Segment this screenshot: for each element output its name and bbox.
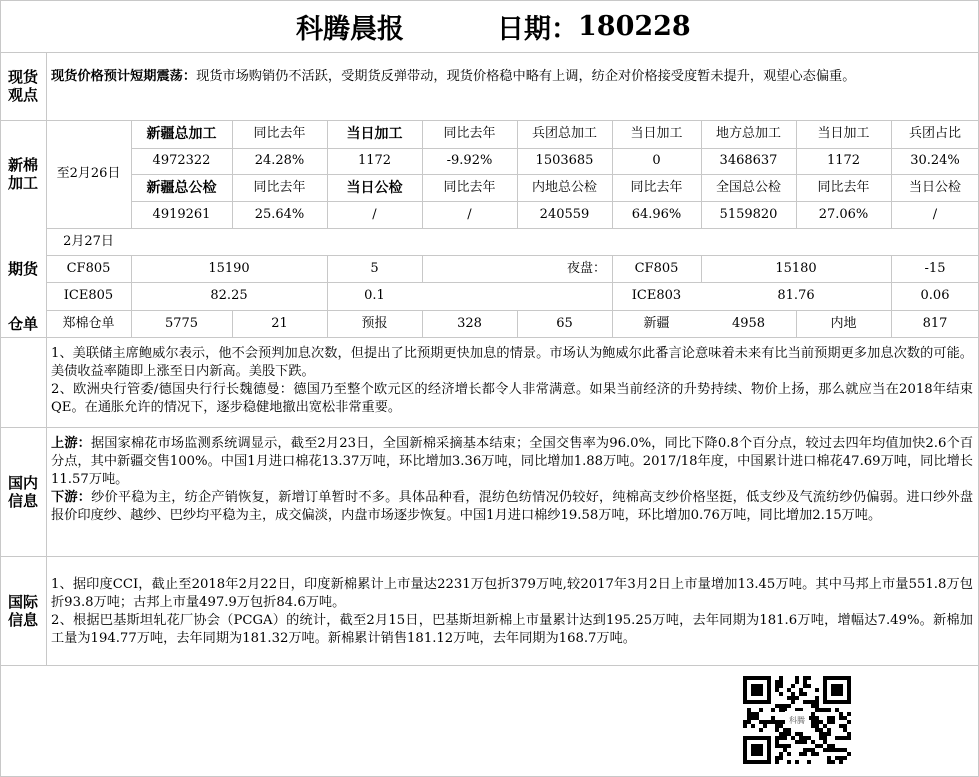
- upstream-text: 据国家棉花市场监测系统调显示，截至2月23日，全国新棉采摘基本结束；全国交售率为96.0%，同比下降0.8个百分点，较过去四年均值加快2.6个百分点，其中新疆交售100%。中国1月进口棉花13.37万吨，环比增加3.36万吨，同比增加1.88万吨。2017/18年度，中国累计进口棉花47.69万吨，同比增长11.57万吨。: [51, 436, 974, 487]
- spot-text: 现货市场购销仍不活跃，受期货反弹带动，现货价格稳中略有上调，纺企对价格接受度暂未提升，观望心态偏重。: [196, 69, 856, 84]
- inland-value: 817: [922, 315, 948, 331]
- cotton-header-cell: 当日加工: [346, 126, 403, 142]
- cotton-header-cell: 内地总公检: [531, 179, 597, 195]
- night-price: 81.76: [777, 288, 815, 303]
- cotton-value-cell: 4919261: [152, 206, 211, 222]
- futures-change: 5: [370, 260, 379, 276]
- futures-date: 2月27日: [63, 233, 114, 249]
- forecast-label: 预报: [361, 315, 388, 331]
- cotton-value-cell: 1503685: [535, 153, 594, 168]
- cotton-value-cell: 30.24%: [910, 153, 960, 168]
- cotton-value-cell: 1172: [357, 153, 392, 168]
- cotton-value-cell: 64.96%: [631, 206, 682, 222]
- cotton-value-cell: 24.28%: [254, 153, 305, 168]
- inland-label: 内地: [830, 315, 857, 331]
- futures-price: 15190: [208, 260, 250, 276]
- macro-news: [51, 345, 973, 417]
- domestic-news: [51, 435, 973, 525]
- cotton-header-cell: 同比去年: [253, 126, 306, 141]
- night-change: -15: [924, 260, 946, 276]
- cotton-header-cell: 同比去年: [443, 126, 496, 141]
- international-news: [51, 576, 973, 648]
- xinjiang-value: 4958: [731, 315, 766, 331]
- date-value: 180228: [578, 10, 691, 42]
- report-title: 科腾晨报: [296, 13, 404, 45]
- cotton-header-cell: 同比去年: [443, 179, 496, 195]
- cotton-value-cell: 240559: [539, 206, 590, 222]
- cotton-value-cell: 27.06%: [818, 206, 869, 222]
- report-date: [497, 6, 691, 46]
- cotton-value-cell: 5159820: [719, 206, 778, 222]
- xinjiang-label: 新疆: [643, 315, 670, 331]
- cotton-value-cell: /: [467, 206, 472, 222]
- cotton-section-label: 新棉加工: [7, 156, 38, 192]
- downstream-item: [51, 489, 973, 525]
- cotton-header-cell: 新疆总加工: [146, 126, 217, 142]
- cotton-value-cell: 4972322: [152, 153, 211, 168]
- cotton-header-cell: 地方总加工: [715, 126, 781, 141]
- night-contract: ICE803: [631, 288, 682, 303]
- futures-section-label: 期货: [7, 260, 38, 278]
- spot-paragraph: [51, 68, 973, 86]
- cotton-header-cell: 兵团总加工: [531, 126, 597, 141]
- cotton-header-cell: 当日公检: [908, 179, 961, 195]
- cotton-header-cell: 当日加工: [630, 126, 683, 141]
- night-session-label: 夜盘：: [566, 260, 606, 276]
- night-price: 15180: [775, 260, 817, 276]
- qr-caption: 科腾: [789, 716, 805, 725]
- cotton-value-cell: /: [372, 206, 377, 222]
- cotton-header-cell: 当日公检: [346, 179, 403, 196]
- warehouse-value: 5775: [164, 315, 199, 331]
- night-change: 0.06: [920, 288, 950, 303]
- warehouse-section-label: 仓单: [7, 314, 38, 333]
- upstream-item: [51, 435, 973, 489]
- warehouse-change: 21: [271, 315, 288, 331]
- downstream-text: 纱价平稳为主，纺企产销恢复，新增订单暂时不多。具体品种看，混纺色纺情况仍较好，纯棉高支纱价格坚挺，低支纱及气流纺纱仍偏弱。进口纱外盘报价印度纱、越纱、巴纱均平稳为主，成交偏淡，内盘市场逐步恢复。中国1月进口棉纱19.58万吨，环比增加0.76万吨，同比增加2.15万吨。: [51, 490, 974, 523]
- international-section-label: 国际信息: [7, 592, 38, 629]
- futures-change: 0.1: [364, 288, 385, 303]
- futures-contract: CF805: [66, 260, 111, 276]
- macro-item: 2、欧洲央行管委/德国央行行长魏德曼：德国乃至整个欧元区的经济增长都令人非常满意。如果当前经济的升势持续、物价上扬，那么就应当在2018年结束QE。在通胀允许的情况下，逐步稳健地撤出宽松非常重要。: [51, 382, 973, 415]
- downstream-head: 下游：: [51, 490, 92, 505]
- macro-item: 1、美联储主席鲍威尔表示，他不会预判加息次数，但提出了比预期更快加息的情景。市场认为鲍威尔此番言论意味着未来有比当前预期更多加息次数的可能。美债收益率随即上涨至日内新高。美股下跌。: [51, 346, 973, 379]
- cotton-header-cell: 当日加工: [817, 126, 870, 141]
- forecast-change: 65: [556, 315, 573, 331]
- cotton-period: 至2月26日: [56, 166, 121, 181]
- qr-code: [743, 676, 851, 764]
- cotton-value-cell: 25.64%: [254, 206, 305, 222]
- forecast-value: 328: [457, 315, 482, 331]
- futures-price: 82.25: [210, 288, 248, 303]
- cotton-header-cell: 同比去年: [817, 179, 870, 195]
- cotton-header-cell: 新疆总公检: [146, 179, 217, 196]
- international-item: 1、据印度CCI，截止至2018年2月22日，印度新棉累计上市量达2231万包折379万吨,较2017年3月2日上市量增加13.45万吨。其中马邦上市量551.8万包折93.8万吨；古邦上市量497.9万包折84.6万吨。: [51, 577, 973, 610]
- cotton-value-cell: 3468637: [719, 153, 778, 168]
- cotton-header-cell: 全国总公检: [715, 179, 781, 195]
- cotton-value-cell: -9.92%: [446, 153, 493, 168]
- cotton-value-cell: 1172: [826, 153, 861, 168]
- domestic-section-label: 国内信息: [7, 473, 38, 510]
- cotton-value-cell: /: [932, 206, 938, 222]
- spot-section-label: 现货观点: [7, 68, 38, 104]
- cotton-header-cell: 同比去年: [253, 179, 306, 195]
- night-contract: CF805: [634, 260, 679, 276]
- international-item: 2、根据巴基斯坦轧花厂协会（PCGA）的统计，截至2月15日，巴基斯坦新棉上市量累计达到195.25万吨，去年同期为181.6万吨，增幅达7.49%。新棉加工量为194.77万吨，去年同期为181.32万吨。新棉累计销售181.12万吨，去年同期为168.7万吨。: [51, 613, 973, 646]
- cotton-value-cell: 0: [652, 153, 661, 168]
- futures-contract: ICE805: [63, 288, 114, 303]
- cotton-header-cell: 兵团占比: [908, 126, 961, 141]
- spot-headline: 现货价格预计短期震荡：: [51, 69, 197, 84]
- upstream-head: 上游：: [51, 436, 91, 451]
- date-label: 日期：: [497, 13, 578, 45]
- cotton-header-cell: 同比去年: [630, 179, 683, 195]
- warehouse-name: 郑棉仓单: [62, 315, 115, 331]
